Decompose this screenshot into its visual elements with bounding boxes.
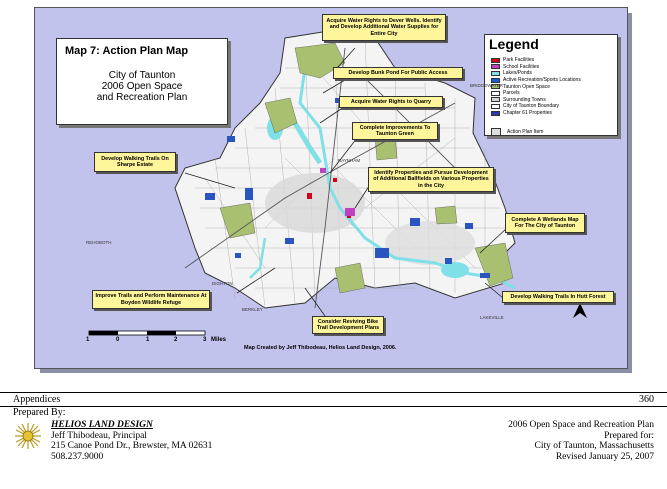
- annotation-bunk-pond: Develop Bunk Pond For Public Access: [333, 67, 463, 79]
- legend-row: [491, 97, 581, 104]
- legend-swatch: [491, 78, 500, 83]
- page-number: 360: [639, 394, 654, 405]
- legend-row: [491, 57, 581, 64]
- town-label: LAKEVILLE: [480, 315, 504, 320]
- annotation-wetlands-map: Complete A Wetlands Map For The City of Taunton: [505, 213, 585, 233]
- legend-label: School Facilities: [503, 63, 540, 70]
- subtitle-line: City of Taunton: [108, 70, 176, 81]
- annotation-hutt-forest: Develop Walking Trails In Hutt Forest: [502, 291, 614, 303]
- map-legend: [484, 34, 618, 136]
- legend-label: Park Facilities: [503, 57, 535, 64]
- scale-tick: 1: [86, 337, 90, 343]
- footer-mid-rule: [0, 406, 667, 407]
- prepared-for-label: Prepared for:: [604, 430, 654, 441]
- annotation-water-rights-dever: Acquire Water Rights to Dever Wells. Identify and Develop Additional Water Supplies for Entire City: [322, 14, 446, 41]
- legend-label: Active Recreation/Sports Locations: [503, 77, 581, 84]
- north-arrow-icon: [573, 303, 587, 318]
- scale-tick: 0: [116, 337, 120, 343]
- legend-action-item: [491, 128, 543, 136]
- subtitle-line: 2006 Open Space: [101, 81, 183, 92]
- document-title: 2006 Open Space and Recreation Plan: [508, 420, 654, 430]
- legend-swatch: [491, 91, 500, 96]
- client-name: City of Taunton, Massachusetts: [534, 441, 654, 451]
- map-title: Map 7: Action Plan Map: [65, 45, 189, 57]
- town-label: RAYNHAM: [338, 158, 361, 163]
- legend-row: [491, 83, 581, 90]
- legend-row: [491, 64, 581, 71]
- annotation-bike-trail: Consider Reviving Bike Trail Development Plans: [312, 316, 384, 334]
- document-info: [508, 420, 654, 462]
- annotation-ballfields: Identify Properties and Pursue Development of Additional Ballfields on Various Properties in the City: [368, 167, 494, 192]
- legend-swatch: [491, 58, 500, 63]
- town-label: DIGHTON: [212, 281, 233, 286]
- legend-title: Legend: [489, 36, 539, 52]
- legend-action-label: Action Plan Item: [507, 129, 544, 135]
- legend-swatch: [491, 71, 500, 76]
- scale-unit: Miles: [211, 337, 227, 343]
- legend-label: Surrounding Towns: [503, 96, 546, 103]
- legend-label: City of Taunton Boundary: [503, 103, 560, 110]
- annotation-taunton-green: Complete Improvements To Taunton Green: [352, 122, 438, 140]
- legend-label: Lakes/Ponds: [503, 70, 532, 77]
- company-block: [51, 420, 212, 462]
- company-name: HELIOS LAND DESIGN: [51, 420, 153, 430]
- legend-row: [491, 90, 581, 97]
- prepared-by-label: Prepared By:: [13, 407, 66, 418]
- company-principal: Jeff Thibodeau, Principal: [51, 430, 147, 441]
- company-address: 215 Canoe Pond Dr., Brewster, MA 02631: [51, 441, 213, 451]
- footer-top-rule: [0, 392, 667, 393]
- scale-tick: 3: [203, 337, 207, 343]
- legend-label: Chapter 61 Properties: [503, 110, 552, 117]
- annotation-quarry: Acquire Water Rights to Quarry: [339, 96, 443, 108]
- town-label: BERKLEY: [242, 307, 263, 312]
- legend-rows: [491, 57, 581, 116]
- legend-row: [491, 77, 581, 84]
- action-item-swatch: [491, 128, 501, 136]
- company-phone: 508.237.9000: [51, 451, 104, 462]
- section-label: Appendices: [13, 394, 61, 405]
- annotation-boyden-refuge: Improve Trails and Perform Maintenance At Boyden Wildlife Refuge: [92, 290, 210, 309]
- legend-swatch: [491, 111, 500, 116]
- town-label: REHOBOTH: [86, 240, 112, 245]
- legend-swatch: [491, 64, 500, 69]
- helios-logo-icon: [13, 421, 43, 451]
- annotation-sharpe-estate: Develop Walking Trails On Sharpe Estate: [94, 152, 176, 172]
- legend-label: Parcels: [503, 90, 520, 97]
- legend-row: [491, 70, 581, 77]
- legend-row: [491, 103, 581, 110]
- map-title-box: [56, 38, 228, 125]
- map-subtitle: [57, 70, 227, 103]
- map-credit: Map Created by Jeff Thibodeau, Helios Land Design, 2006.: [244, 345, 397, 351]
- legend-swatch: [491, 97, 500, 102]
- scale-bar: [89, 331, 205, 335]
- legend-swatch: [491, 104, 500, 109]
- subtitle-line: and Recreation Plan: [96, 92, 188, 103]
- legend-label: Taunton Open Space: [503, 83, 550, 90]
- scale-tick: 2: [174, 337, 178, 343]
- town-label: BRIDGEWATER: [470, 83, 504, 88]
- revision-date: Revised January 25, 2007: [555, 451, 654, 462]
- legend-row: [491, 110, 581, 117]
- scale-tick: 1: [146, 337, 150, 343]
